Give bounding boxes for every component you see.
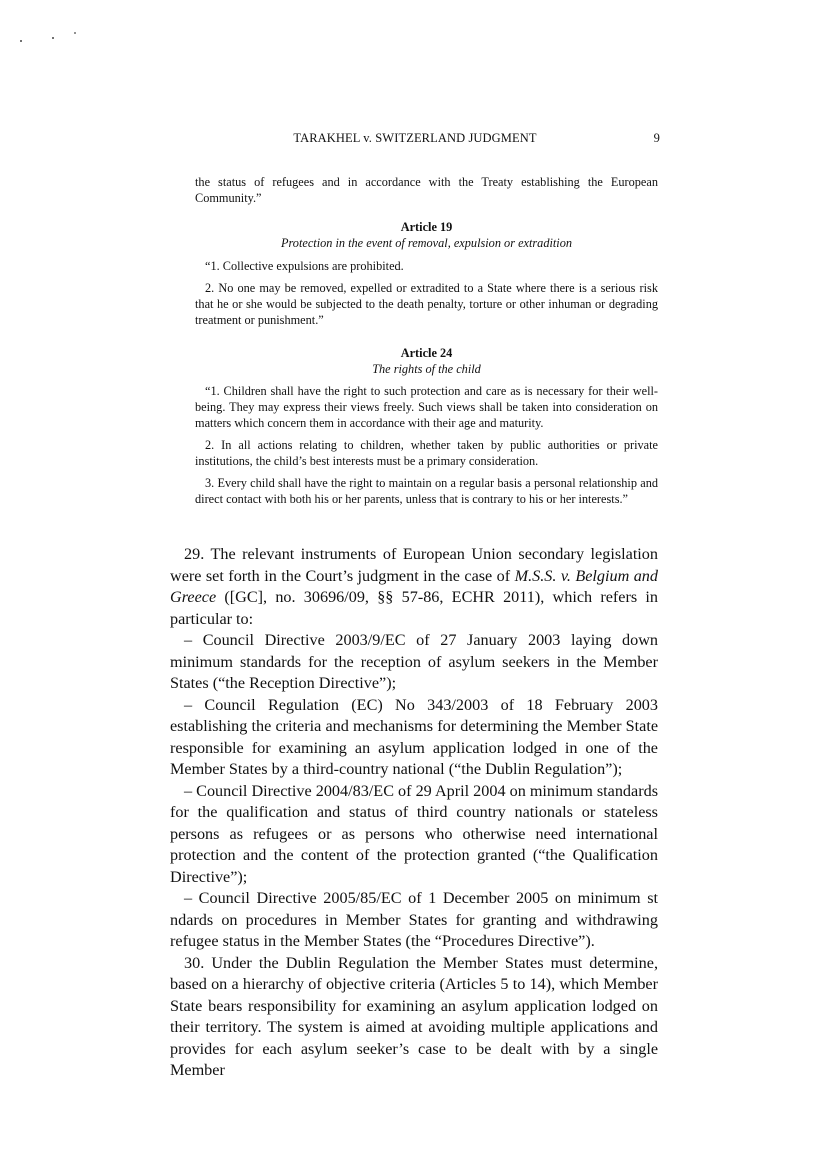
article-19-paragraph-1: “1. Collective expulsions are prohibited. [205, 259, 404, 273]
list-item-reception-directive: – Council Directive 2003/9/EC of 27 January 2003 laying down minimum standards for the reception of asylum seekers in the Member States (“the Reception Directive”); [170, 631, 658, 692]
article-24-title: The rights of the child [372, 362, 481, 376]
article-19-heading [195, 219, 658, 251]
main-body-text [170, 544, 658, 1082]
article-19-paragraph-2: 2. No one may be removed, expelled or extradited to a State where there is a serious risk that he or she would be subjected to the death penalty, torture or other inhuman or degrading treatment or punishment.” [195, 281, 658, 327]
page-number: 9 [653, 131, 660, 145]
article-19-number: Article 19 [400, 220, 453, 234]
paragraph-29-intro: 29. The relevant instruments of European Union secondary legislation were set forth in the Court’s judgment in the case of [170, 545, 658, 585]
article-24-heading [195, 345, 658, 377]
list-item-procedures-directive: – Council Directive 2005/85/EC of 1 December 2005 on minimum st ndards on procedures in Member States for granting and withdrawing refugee status in the Member States (the “Procedures Directive”). [170, 889, 658, 950]
paragraph-30: 30. Under the Dublin Regulation the Member States must determine, based on a hierarchy of objective criteria (Articles 5 to 14), which Member State bears responsibility for examining an asylum application lodged on their territory. The system is aimed at avoiding multiple applications and provides for each asylum seeker’s case to be dealt with by a single Member [170, 953, 658, 1079]
quote-continued-text: the status of refugees and in accordance with the Treaty establishing the European Community.” [195, 175, 658, 205]
article-24-paragraph-3: 3. Every child shall have the right to maintain on a regular basis a personal relationship and direct contact with both his or her parents, unless that is contrary to his or her interests.” [195, 476, 658, 506]
quote-continued [195, 174, 658, 206]
list-item-dublin-regulation: – Council Regulation (EC) No 343/2003 of 18 February 2003 establishing the criteria and mechanisms for determining the Member State responsible for examining an asylum application lodged in one of the Member States by a third-country national (“the Dublin Regulation”); [170, 695, 658, 778]
scan-speck-marks [18, 30, 88, 46]
case-name: M.S.S. v. Belgium and Greece [170, 566, 658, 606]
article-24-text [195, 383, 658, 507]
running-header [170, 131, 660, 151]
article-24-number: Article 24 [400, 346, 453, 360]
article-19-title: Protection in the event of removal, expulsion or extradition [280, 236, 573, 250]
paragraph-29-citation: ([GC], no. 30696/09, §§ 57-86, ECHR 2011), which refers in particular to: [170, 588, 658, 628]
paragraph-29 [170, 544, 658, 630]
article-19-text [195, 258, 658, 328]
article-24-paragraph-1: “1. Children shall have the right to such protection and care as is necessary for their well-being. They may express their views freely. Such views shall be taken into consideration on matters which concern them in accordance with their age and maturity. [195, 384, 658, 430]
header-title: TARAKHEL v. SWITZERLAND JUDGMENT [293, 131, 537, 145]
article-24-paragraph-2: 2. In all actions relating to children, whether taken by public authorities or private institutions, the child’s best interests must be a primary consideration. [195, 438, 658, 468]
list-item-qualification-directive: – Council Directive 2004/83/EC of 29 April 2004 on minimum standards for the qualification and status of third country nationals or stateless persons as refugees or as persons who otherwise need international protection and the content of the protection granted (“the Qualification Directive”); [170, 781, 658, 886]
